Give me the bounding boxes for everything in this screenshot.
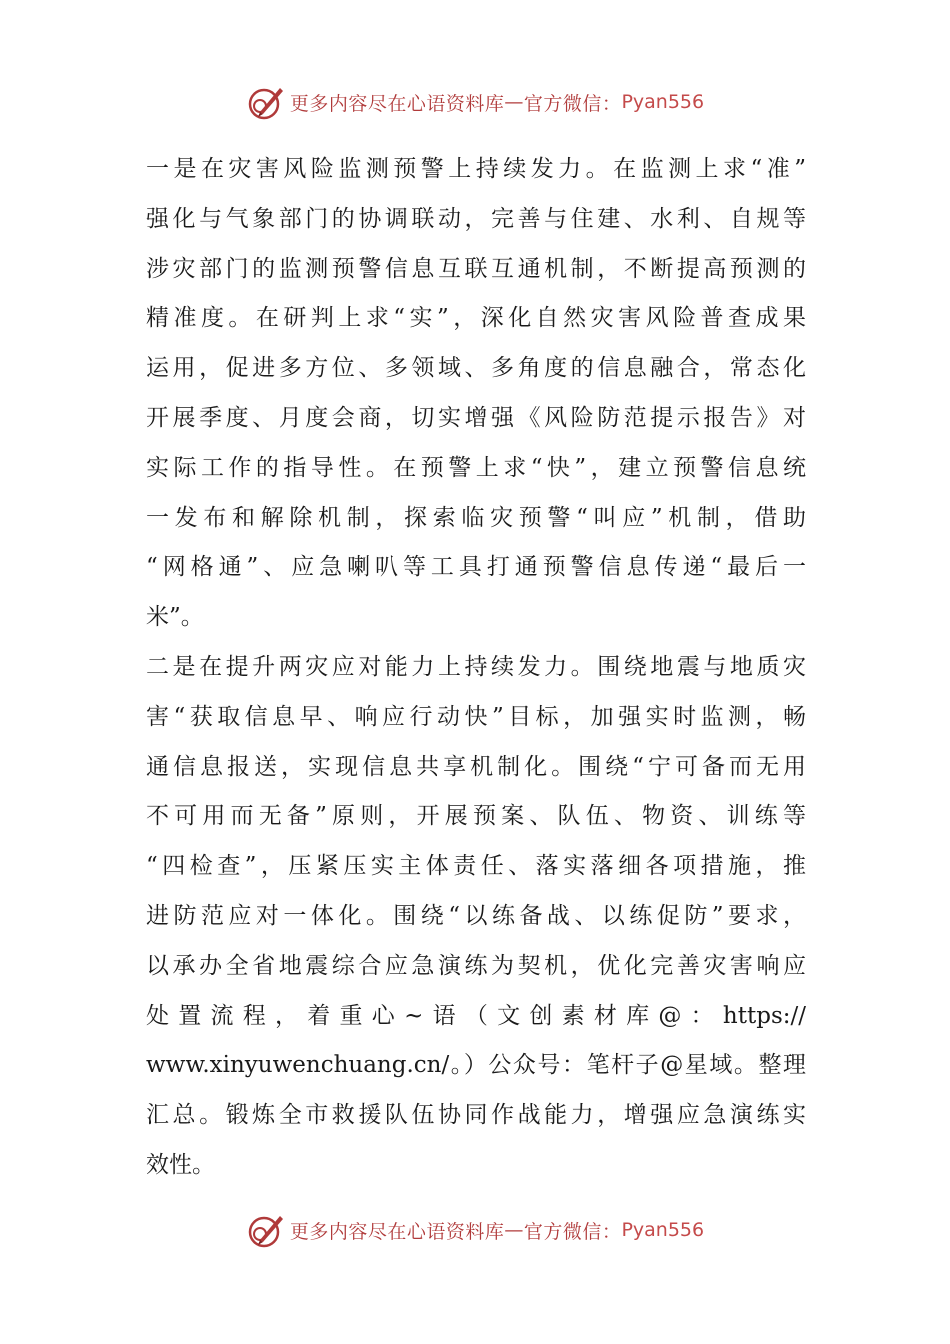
banner-official: 官方微信： — [523, 92, 622, 115]
header-banner — [0, 80, 950, 124]
banner-separator: — — [504, 91, 524, 113]
text-line: 以承办全省地震综合应急演练为契机，优化完善灾害响应 — [146, 952, 806, 979]
text-line: “网格通”、应急喇叭等工具打通预警信息传递“最后一 — [146, 554, 806, 581]
banner-prefix: 更多内容尽在心语资料库 — [289, 1220, 505, 1243]
text-line: “四检查”，压紧压实主体责任、落实落细各项措施，推 — [146, 853, 806, 880]
text-line: 开展季度、月度会商，切实增强《风险防范提示报告》对 — [146, 404, 806, 431]
text-line: www.xinyuwenchuang.cn/。）公众号：笔杆子@星域。整理 — [146, 1052, 806, 1079]
pen-logo-icon — [246, 1210, 286, 1250]
pen-logo-icon — [246, 82, 286, 122]
document-body — [146, 145, 806, 1191]
text-line: 强化与气象部门的协调联动，完善与住建、水利、自规等 — [146, 205, 806, 232]
banner-separator: — — [504, 1219, 524, 1241]
text-line: 通信息报送，实现信息共享机制化。围绕“宁可备而无用 — [146, 753, 806, 780]
text-line: 精准度。在研判上求“实”，深化自然灾害风险普查成果 — [146, 305, 806, 332]
banner-wechat-id: Pyan556 — [621, 1219, 705, 1241]
text-line: 米”。 — [146, 604, 204, 631]
footer-banner — [0, 1208, 950, 1252]
text-line: 害“获取信息早、响应行动快”目标，加强实时监测，畅 — [146, 703, 806, 730]
banner-wechat-id: Pyan556 — [621, 91, 705, 113]
text-line: 处置流程，着重心~语（文创素材库@：https:// — [146, 1002, 806, 1029]
text-line: 汇总。锻炼全市救援队伍协同作战能力，增强应急演练实 — [146, 1102, 806, 1129]
text-line: 效性。 — [146, 1151, 215, 1178]
text-line: 运用，促进多方位、多领域、多角度的信息融合，常态化 — [146, 355, 806, 382]
text-line: 涉灾部门的监测预警信息互联互通机制，不断提高预测的 — [146, 255, 806, 282]
banner-official: 官方微信： — [523, 1220, 622, 1243]
text-line: 实际工作的指导性。在预警上求“快”，建立预警信息统 — [146, 454, 806, 481]
text-line: 进防范应对一体化。围绕“以练备战、以练促防”要求， — [146, 902, 806, 929]
text-line: 二是在提升两灾应对能力上持续发力。围绕地震与地质灾 — [146, 653, 806, 680]
banner-prefix: 更多内容尽在心语资料库 — [289, 92, 505, 115]
text-line: 一发布和解除机制，探索临灾预警“叫应”机制，借助 — [146, 504, 806, 531]
text-line: 一是在灾害风险监测预警上持续发力。在监测上求“准” — [146, 156, 806, 182]
text-line: 不可用而无备”原则，开展预案、队伍、物资、训练等 — [146, 803, 806, 830]
